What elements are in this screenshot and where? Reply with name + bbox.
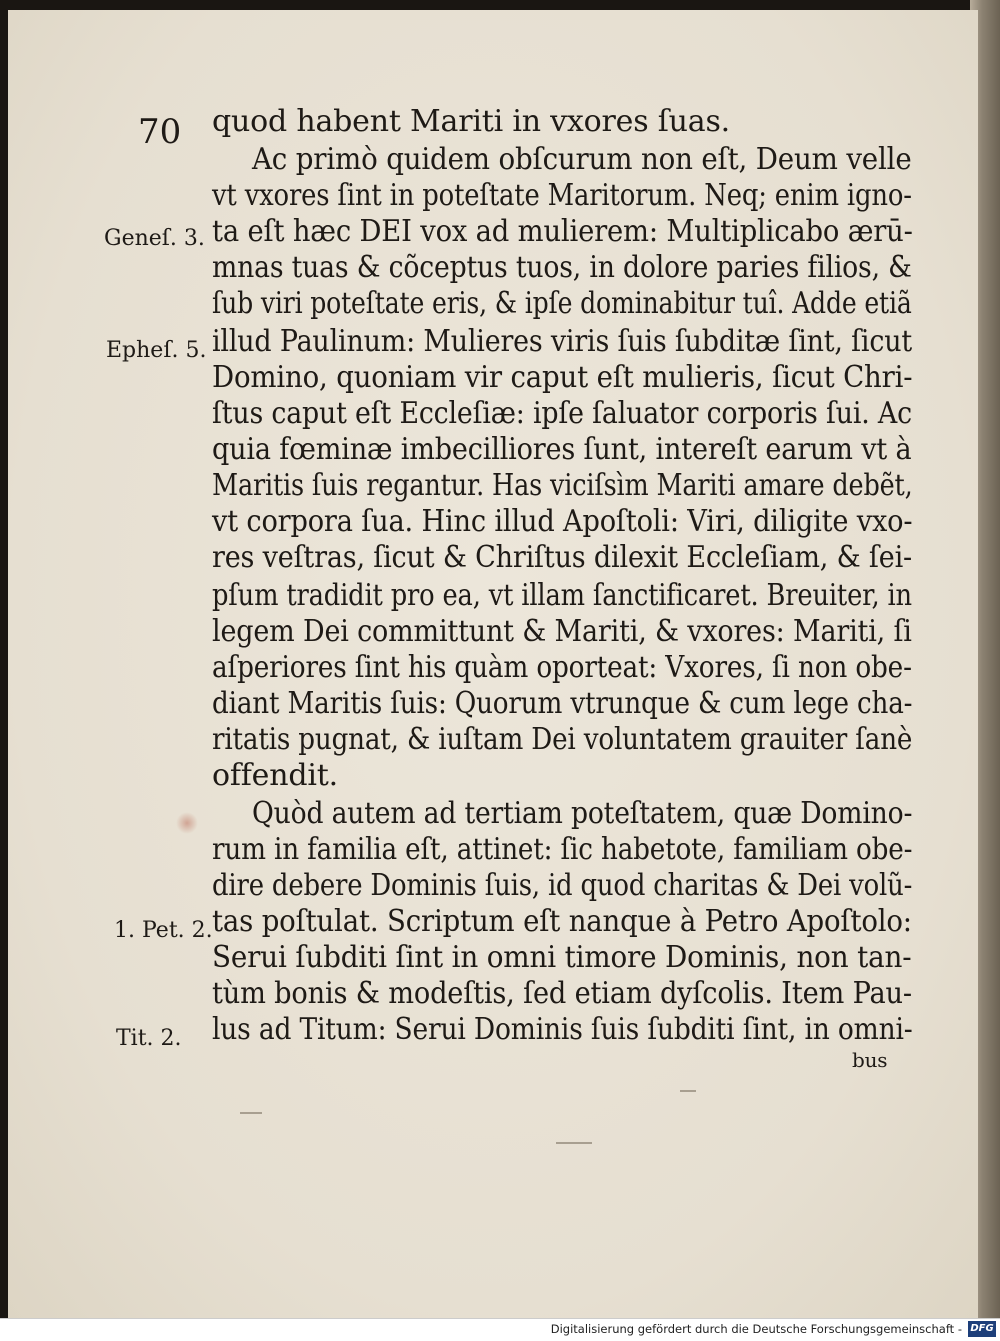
text-line: legem Dei committunt & Mariti, & vxores: Mariti, ſi: [212, 614, 912, 649]
digitization-credit: Digitalisierung gefördert durch die Deutsche Forschungsgemeinschaft -: [550, 1322, 962, 1336]
text-line: pſum tradidit pro ea, vt illam ſanctificaret. Breuiter, in: [212, 578, 912, 613]
show-through-mark: [556, 1142, 592, 1144]
margin-note: 1. Pet. 2.: [114, 918, 213, 943]
text-line: aſperiores ſint his quàm oporteat: Vxores, ſi non obe-: [212, 650, 912, 685]
text-line: Serui ſubditi ſint in omni timore Dominis, non tan-: [212, 940, 912, 975]
text-line: ritatis pugnat, & iuſtam Dei voluntatem grauiter ſanè: [212, 722, 913, 757]
text-line: diant Maritis ſuis: Quorum vtrunque & cum lege cha-: [212, 686, 913, 721]
margin-note: Geneſ. 3.: [104, 226, 205, 251]
text-line: ta eſt hæc DEI vox ad mulierem: Multiplicabo ærū-: [212, 214, 913, 249]
text-line: quia fœminæ imbecilliores ſunt, intereſt earum vt à: [212, 432, 912, 467]
margin-note: Epheſ. 5.: [106, 338, 207, 363]
text-line: vt vxores ſint in poteſtate Maritorum. Neq; enim igno-: [212, 178, 912, 213]
text-line: tùm bonis & modeſtis, ſed etiam dyſcolis. Item Pau-: [212, 976, 912, 1011]
text-line: res veſtras, ſicut & Chriſtus dilexit Eccleſiam, & ſei-: [212, 540, 912, 575]
catchword: bus: [852, 1048, 888, 1072]
margin-note: Tit. 2.: [116, 1026, 182, 1051]
page-number: 70: [138, 112, 182, 152]
text-line: vt corpora ſua. Hinc illud Apoſtoli: Viri, diligite vxo-: [212, 504, 913, 539]
text-line: offendit.: [212, 758, 338, 793]
text-line: Quòd autem ad tertiam poteſtatem, quæ Domino-: [252, 796, 913, 831]
text-line: lus ad Titum: Serui Dominis ſuis ſubditi ſint, in omni-: [212, 1012, 913, 1047]
text-line: Maritis ſuis regantur. Has viciſsìm Mariti amare debẽt,: [212, 468, 913, 503]
paper-stain: [176, 812, 198, 834]
text-line: rum in familia eſt, attinet: ſic habetote, familiam obe-: [212, 832, 913, 867]
text-line: dire debere Dominis ſuis, id quod charitas & Dei volũ-: [212, 868, 913, 903]
text-line: illud Paulinum: Mulieres viris ſuis ſubditæ ſint, ſicut: [212, 324, 913, 359]
text-line: Domino, quoniam vir caput eſt mulieris, ſicut Chri-: [212, 360, 913, 395]
footer-bar: [0, 1318, 1000, 1341]
text-line: mnas tuas & cõceptus tuos, in dolore paries filios, &: [212, 250, 912, 285]
text-line: tas poſtulat. Scriptum eſt nanque à Petro Apoſtolo:: [212, 904, 912, 939]
header-line: quod habent Mariti in vxores ſuas.: [212, 104, 730, 139]
show-through-mark: [680, 1090, 696, 1092]
show-through-mark: [240, 1112, 262, 1114]
text-line: ſtus caput eſt Eccleſiæ: ipſe ſaluator corporis ſui. Ac: [212, 396, 912, 431]
dfg-logo: DFG: [968, 1321, 996, 1337]
text-line: ſub viri poteſtate eris, & ipſe dominabitur tuî. Adde etiã: [212, 286, 912, 321]
text-line: Ac primò quidem obſcurum non eſt, Deum velle: [252, 142, 912, 177]
